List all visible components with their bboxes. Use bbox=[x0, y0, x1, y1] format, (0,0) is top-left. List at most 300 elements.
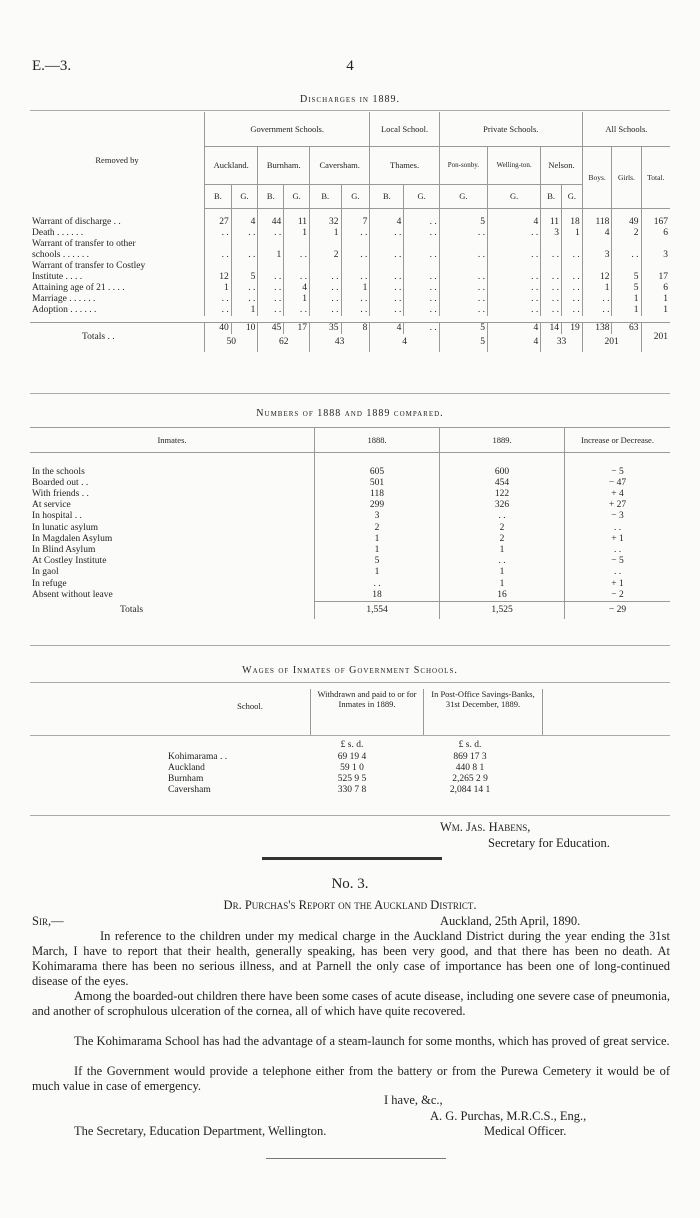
wages-school: Caversham bbox=[168, 785, 211, 795]
data-cell bbox=[612, 239, 641, 250]
grand-cell: 62 bbox=[258, 334, 310, 352]
wages-school: Auckland bbox=[168, 763, 205, 773]
data-cell: . . bbox=[370, 250, 404, 261]
data-cell: . . bbox=[341, 250, 370, 261]
grand-cell: 4 bbox=[370, 334, 439, 352]
subhead-cell: G. bbox=[341, 184, 370, 208]
page-code: E.—3. bbox=[32, 58, 72, 74]
data-cell: . . bbox=[258, 272, 284, 283]
inmate-value: 1 bbox=[440, 545, 565, 556]
row-label: Warrant of discharge . . bbox=[32, 217, 121, 227]
school-header: School. bbox=[237, 701, 263, 711]
data-cell: . . bbox=[488, 294, 541, 305]
inmate-value: 501 bbox=[315, 478, 440, 489]
total-cell: 8 bbox=[341, 322, 370, 334]
data-cell: 167 bbox=[641, 208, 670, 228]
data-cell bbox=[309, 261, 341, 272]
wages-amount: 869 17 3 bbox=[453, 752, 487, 762]
data-cell: . . bbox=[205, 228, 232, 239]
data-cell: 1 bbox=[258, 250, 284, 261]
total-cell: 4 bbox=[488, 322, 541, 334]
subhead-cell: B. bbox=[541, 184, 562, 208]
inmate-row bbox=[30, 567, 670, 578]
private-schools-header: Private Schools. bbox=[439, 112, 582, 146]
numbers-table bbox=[30, 427, 670, 619]
wellington-header: Welling-ton. bbox=[488, 146, 541, 184]
total-cell: 10 bbox=[231, 322, 258, 334]
data-cell: . . bbox=[404, 283, 439, 294]
data-cell: . . bbox=[205, 294, 232, 305]
total-cell: 40 bbox=[205, 322, 232, 334]
data-cell: . . bbox=[341, 305, 370, 316]
data-cell: 5 bbox=[231, 272, 258, 283]
inmate-value: 5 bbox=[315, 556, 440, 567]
wages-signature-title: Secretary for Education. bbox=[488, 836, 610, 850]
data-cell: . . bbox=[541, 305, 562, 316]
subhead-cell: G. bbox=[488, 184, 541, 208]
totals-label: Totals bbox=[120, 604, 144, 615]
inmate-row bbox=[30, 478, 670, 489]
data-cell: 27 bbox=[205, 208, 232, 228]
all-schools-header: All Schools. bbox=[582, 112, 670, 146]
data-cell: . . bbox=[284, 250, 310, 261]
data-cell: . . bbox=[612, 250, 641, 261]
subhead-cell: B. bbox=[370, 184, 404, 208]
data-cell: 7 bbox=[341, 208, 370, 228]
inmate-value: 1 bbox=[315, 545, 440, 556]
grand-cell: 43 bbox=[309, 334, 369, 352]
data-cell: . . bbox=[562, 272, 583, 283]
row-label: Institute . . . . bbox=[32, 272, 83, 282]
ponsonby-header: Pon-sonby. bbox=[439, 146, 487, 184]
inmate-value: 326 bbox=[440, 500, 565, 511]
inmate-value: 118 bbox=[315, 489, 440, 500]
total-cell: 45 bbox=[258, 322, 284, 334]
data-cell: 4 bbox=[231, 208, 258, 228]
inmate-value: 122 bbox=[440, 489, 565, 500]
inmate-label: With friends . . bbox=[32, 488, 89, 499]
inmate-label: In Blind Asylum bbox=[32, 544, 96, 555]
discharge-row bbox=[30, 305, 670, 316]
discharge-row bbox=[30, 294, 670, 305]
inmate-row bbox=[30, 545, 670, 556]
total-1888: 1,554 bbox=[315, 601, 440, 619]
data-cell bbox=[641, 239, 670, 250]
numbers-totals-row bbox=[30, 601, 670, 619]
data-cell bbox=[258, 239, 284, 250]
data-cell: 1 bbox=[231, 305, 258, 316]
total-cell: 4 bbox=[370, 322, 404, 334]
subhead-cell: B. bbox=[205, 184, 232, 208]
subhead-cell: B. bbox=[258, 184, 284, 208]
data-cell: . . bbox=[439, 305, 487, 316]
data-cell: 2 bbox=[309, 250, 341, 261]
units-savings: £ s. d. bbox=[458, 740, 482, 750]
data-cell: . . bbox=[258, 294, 284, 305]
wages-row bbox=[168, 774, 548, 785]
data-cell: . . bbox=[488, 250, 541, 261]
data-cell: . . bbox=[370, 283, 404, 294]
data-cell: 12 bbox=[205, 272, 232, 283]
wages-signature: Wm. Jas. Habens, bbox=[440, 820, 531, 834]
data-cell: . . bbox=[439, 294, 487, 305]
addressee: The Secretary, Education Department, Wellington. bbox=[74, 1124, 327, 1138]
wages-school: Burnham bbox=[168, 774, 204, 784]
wages-amount: 330 7 8 bbox=[337, 785, 367, 795]
inmate-value: . . bbox=[565, 523, 671, 534]
wages-title: Wages of Inmates of Government Schools. bbox=[242, 665, 458, 676]
data-cell: . . bbox=[562, 294, 583, 305]
inmate-value: . . bbox=[440, 556, 565, 567]
inmate-row bbox=[30, 523, 670, 534]
inmate-value: . . bbox=[315, 579, 440, 590]
data-cell: 4 bbox=[488, 208, 541, 228]
inmate-row bbox=[30, 590, 670, 602]
row-label: Warrant of transfer to other bbox=[32, 239, 136, 249]
data-cell bbox=[258, 261, 284, 272]
data-cell bbox=[231, 239, 258, 250]
data-cell: 4 bbox=[582, 228, 612, 239]
data-cell: . . bbox=[309, 305, 341, 316]
data-cell: 18 bbox=[562, 208, 583, 228]
nelson-header: Nelson. bbox=[541, 146, 583, 184]
data-cell: 118 bbox=[582, 208, 612, 228]
data-cell: . . bbox=[439, 250, 487, 261]
data-cell: 11 bbox=[284, 208, 310, 228]
data-cell: 3 bbox=[582, 250, 612, 261]
data-cell: . . bbox=[541, 250, 562, 261]
inmate-row bbox=[30, 500, 670, 511]
data-cell: . . bbox=[439, 228, 487, 239]
inmate-label: In Magdalen Asylum bbox=[32, 533, 113, 544]
data-cell: 5 bbox=[439, 208, 487, 228]
data-cell: . . bbox=[309, 272, 341, 283]
inmate-value: 454 bbox=[440, 478, 565, 489]
subhead-cell: B. bbox=[309, 184, 341, 208]
data-cell: . . bbox=[309, 294, 341, 305]
data-cell: . . bbox=[404, 294, 439, 305]
inmate-value: 299 bbox=[315, 500, 440, 511]
data-cell: . . bbox=[488, 283, 541, 294]
wages-row bbox=[168, 763, 548, 774]
total-cell: 17 bbox=[284, 322, 310, 334]
wages-amount: 525 9 5 bbox=[337, 774, 367, 784]
discharge-row bbox=[30, 239, 670, 250]
discharge-row bbox=[30, 228, 670, 239]
data-cell bbox=[284, 239, 310, 250]
data-cell bbox=[541, 239, 562, 250]
data-cell: . . bbox=[309, 283, 341, 294]
data-cell: . . bbox=[231, 294, 258, 305]
caversham-header: Caversham. bbox=[309, 146, 369, 184]
inmate-row bbox=[30, 467, 670, 478]
row-label: Marriage . . . . . . bbox=[32, 294, 96, 304]
data-cell bbox=[231, 261, 258, 272]
total-cell: 19 bbox=[562, 322, 583, 334]
grand-cell: 4 bbox=[488, 334, 541, 352]
page-number: 4 bbox=[346, 58, 354, 74]
data-cell: 12 bbox=[582, 272, 612, 283]
inmate-value: 16 bbox=[440, 590, 565, 602]
grand-total: 201 bbox=[641, 322, 670, 352]
data-cell: . . bbox=[562, 283, 583, 294]
inmate-value: − 47 bbox=[565, 478, 671, 489]
data-cell: 44 bbox=[258, 208, 284, 228]
signer: A. G. Purchas, M.R.C.S., Eng., bbox=[430, 1109, 587, 1123]
data-cell: . . bbox=[488, 228, 541, 239]
inmate-row bbox=[30, 511, 670, 522]
data-cell bbox=[309, 239, 341, 250]
data-cell bbox=[562, 261, 583, 272]
data-cell: . . bbox=[404, 208, 439, 228]
data-cell: 1 bbox=[582, 283, 612, 294]
inmate-row bbox=[30, 534, 670, 545]
wages-amount: 2,084 14 1 bbox=[449, 785, 491, 795]
grand-cell: 5 bbox=[439, 334, 487, 352]
data-cell bbox=[341, 239, 370, 250]
inmate-value: 3 bbox=[315, 511, 440, 522]
total-cell: 35 bbox=[309, 322, 341, 334]
data-cell: . . bbox=[541, 294, 562, 305]
discharge-row bbox=[30, 283, 670, 294]
data-cell: . . bbox=[582, 305, 612, 316]
signer-title: Medical Officer. bbox=[484, 1124, 567, 1138]
inmate-value: 1 bbox=[315, 567, 440, 578]
numbers-title: Numbers of 1888 and 1889 compared. bbox=[256, 408, 444, 419]
inmate-row bbox=[30, 579, 670, 590]
data-cell: 1 bbox=[612, 294, 641, 305]
data-cell: . . bbox=[541, 272, 562, 283]
inmate-row bbox=[30, 489, 670, 500]
data-cell: 1 bbox=[562, 228, 583, 239]
total-cell: . . bbox=[404, 322, 439, 334]
inmates-header: Inmates. bbox=[30, 428, 315, 453]
subhead-cell: G. bbox=[404, 184, 439, 208]
salutation: Sir,— bbox=[32, 914, 64, 928]
girls-header: Girls. bbox=[612, 146, 641, 208]
subhead-cell: G. bbox=[284, 184, 310, 208]
data-cell: . . bbox=[341, 272, 370, 283]
data-cell: 49 bbox=[612, 208, 641, 228]
wages-school: Kohimarama . . bbox=[168, 752, 228, 762]
data-cell: . . bbox=[205, 305, 232, 316]
row-label: Death . . . . . . bbox=[32, 228, 84, 238]
row-label: Attaining age of 21 . . . . bbox=[32, 283, 125, 293]
inmate-label: In refuge bbox=[32, 578, 67, 589]
subhead-cell: G. bbox=[439, 184, 487, 208]
data-cell: . . bbox=[205, 250, 232, 261]
inmate-value: 2 bbox=[440, 523, 565, 534]
inmate-value: 1 bbox=[440, 579, 565, 590]
data-cell: . . bbox=[404, 250, 439, 261]
data-cell: 32 bbox=[309, 208, 341, 228]
discharges-table bbox=[30, 112, 670, 352]
row-label: schools . . . . . . bbox=[32, 250, 89, 260]
data-cell: . . bbox=[370, 305, 404, 316]
data-cell: 5 bbox=[612, 283, 641, 294]
total-cell: 5 bbox=[439, 322, 487, 334]
inmate-value: 600 bbox=[440, 467, 565, 478]
inmate-value: . . bbox=[565, 567, 671, 578]
total-1889: 1,525 bbox=[440, 601, 565, 619]
data-cell bbox=[205, 239, 232, 250]
data-cell: . . bbox=[341, 228, 370, 239]
data-cell: . . bbox=[562, 250, 583, 261]
data-cell: 17 bbox=[641, 272, 670, 283]
data-cell: . . bbox=[439, 283, 487, 294]
dateline: Auckland, 25th April, 1890. bbox=[440, 914, 581, 928]
data-cell: 3 bbox=[641, 250, 670, 261]
inmate-value: 18 bbox=[315, 590, 440, 602]
auckland-header: Auckland. bbox=[205, 146, 258, 184]
subhead-cell: G. bbox=[231, 184, 258, 208]
inmate-value: 2 bbox=[315, 523, 440, 534]
data-cell bbox=[562, 239, 583, 250]
wages-amount: 69 19 4 bbox=[337, 752, 367, 762]
inmate-value: 1 bbox=[315, 534, 440, 545]
boys-header: Boys. bbox=[582, 146, 612, 208]
data-cell bbox=[439, 239, 487, 250]
data-cell bbox=[341, 261, 370, 272]
inmate-label: In the schools bbox=[32, 466, 85, 477]
data-cell: . . bbox=[284, 305, 310, 316]
data-cell: . . bbox=[258, 305, 284, 316]
data-cell: . . bbox=[439, 272, 487, 283]
data-cell: . . bbox=[488, 305, 541, 316]
data-cell: 1 bbox=[284, 294, 310, 305]
change-header: Increase or Decrease. bbox=[565, 428, 671, 453]
data-cell: . . bbox=[404, 272, 439, 283]
data-cell: 1 bbox=[284, 228, 310, 239]
data-cell bbox=[488, 239, 541, 250]
report-number: No. 3. bbox=[331, 876, 369, 892]
data-cell: . . bbox=[404, 305, 439, 316]
row-label: Warrant of transfer to Costley bbox=[32, 261, 146, 271]
wages-amount: 2,265 2 9 bbox=[452, 774, 488, 784]
gov-schools-header: Government Schools. bbox=[205, 112, 370, 146]
data-cell: . . bbox=[258, 228, 284, 239]
data-cell bbox=[439, 261, 487, 272]
total-cell: 63 bbox=[612, 322, 641, 334]
data-cell bbox=[641, 261, 670, 272]
inmate-label: In lunatic asylum bbox=[32, 522, 98, 533]
data-cell: . . bbox=[488, 272, 541, 283]
inmate-value: − 2 bbox=[565, 590, 671, 602]
data-cell bbox=[488, 261, 541, 272]
data-cell: 2 bbox=[612, 228, 641, 239]
data-cell bbox=[582, 261, 612, 272]
data-cell: . . bbox=[582, 294, 612, 305]
report-title: Dr. Purchas's Report on the Auckland District. bbox=[223, 898, 477, 912]
inmate-value: − 5 bbox=[565, 556, 671, 567]
discharge-row bbox=[30, 272, 670, 283]
total-cell: 14 bbox=[541, 322, 562, 334]
savings-header: In Post-Office Savings-Banks, 31st December, 1889. bbox=[423, 689, 543, 735]
burnham-header: Burnham. bbox=[258, 146, 310, 184]
inmate-value: + 4 bbox=[565, 489, 671, 500]
data-cell bbox=[612, 261, 641, 272]
data-cell bbox=[370, 261, 404, 272]
paragraph-1: In reference to the children under my medical charge in the Auckland District during the year ending the 31st March, I have to report that their health, generally speaking, has been very good, and that there has been no death. At Kohimarama there has been no serious illness, and at Parnell the only case of importance has been one of long-continued disease of the eyes. bbox=[32, 929, 670, 988]
grand-cell: 201 bbox=[582, 334, 641, 352]
inmate-label: At Costley Institute bbox=[32, 556, 107, 567]
data-cell: 5 bbox=[612, 272, 641, 283]
grand-cell: 50 bbox=[205, 334, 258, 352]
inmate-value: 605 bbox=[315, 467, 440, 478]
discharge-row bbox=[30, 250, 670, 261]
wages-amount: 59 1 0 bbox=[340, 763, 364, 773]
data-cell bbox=[541, 261, 562, 272]
year-1889-header: 1889. bbox=[440, 428, 565, 453]
data-cell bbox=[205, 261, 232, 272]
data-cell: 11 bbox=[541, 208, 562, 228]
data-cell: . . bbox=[370, 228, 404, 239]
inmate-value: − 3 bbox=[565, 511, 671, 522]
subhead-cell: G. bbox=[562, 184, 583, 208]
section-divider bbox=[262, 857, 442, 860]
totals-label: Totals . . bbox=[82, 331, 115, 342]
data-cell: . . bbox=[284, 272, 310, 283]
paragraph-4: If the Government would provide a telephone either from the battery or from the Purewa Cemetery it would be of much value in case of emergency. bbox=[32, 1064, 670, 1093]
inmate-value: . . bbox=[440, 511, 565, 522]
data-cell: . . bbox=[370, 294, 404, 305]
data-cell bbox=[284, 261, 310, 272]
year-1888-header: 1888. bbox=[315, 428, 440, 453]
discharges-title: Discharges in 1889. bbox=[299, 94, 400, 105]
paragraph-2: Among the boarded-out children there have been some cases of acute disease, including one severe case of pneumonia, and another of scrophulous ulceration of the cornea, all of which have quite recovered. bbox=[32, 989, 670, 1018]
thames-header: Thames. bbox=[370, 146, 439, 184]
inmate-value: 1 bbox=[440, 567, 565, 578]
inmate-label: In hospital . . bbox=[32, 511, 82, 522]
data-cell bbox=[404, 239, 439, 250]
grand-cell: 33 bbox=[541, 334, 583, 352]
wages-header bbox=[30, 683, 670, 735]
inmate-label: Boarded out . . bbox=[32, 477, 89, 488]
withdrawn-header: Withdrawn and paid to or for Inmates in 1889. bbox=[310, 689, 423, 735]
data-cell bbox=[404, 261, 439, 272]
data-cell: . . bbox=[258, 283, 284, 294]
data-cell: . . bbox=[341, 294, 370, 305]
discharge-row bbox=[30, 261, 670, 272]
inmate-value: 2 bbox=[440, 534, 565, 545]
data-cell: . . bbox=[562, 305, 583, 316]
data-cell: . . bbox=[231, 283, 258, 294]
inmate-value: + 27 bbox=[565, 500, 671, 511]
wages-row bbox=[168, 785, 548, 796]
paragraph-3: The Kohimarama School has had the advantage of a steam-launch for some months, which has proved of great service. bbox=[74, 1034, 670, 1048]
data-cell: 1 bbox=[205, 283, 232, 294]
closing: I have, &c., bbox=[384, 1093, 443, 1107]
data-cell: 4 bbox=[284, 283, 310, 294]
wages-row bbox=[168, 752, 548, 763]
data-cell: . . bbox=[541, 283, 562, 294]
inmate-value: − 5 bbox=[565, 467, 671, 478]
local-school-header: Local School. bbox=[370, 112, 439, 146]
inmate-label: At service bbox=[32, 500, 71, 511]
data-cell: 1 bbox=[612, 305, 641, 316]
data-cell: 1 bbox=[309, 228, 341, 239]
data-cell bbox=[370, 239, 404, 250]
removed-by-header: Removed by bbox=[95, 155, 139, 165]
data-cell: 6 bbox=[641, 283, 670, 294]
units-withdrawn: £ s. d. bbox=[340, 740, 364, 750]
data-cell: . . bbox=[404, 228, 439, 239]
total-change: − 29 bbox=[565, 601, 671, 619]
inmate-label: In gaol bbox=[32, 567, 59, 578]
data-cell bbox=[582, 239, 612, 250]
data-cell: 1 bbox=[641, 294, 670, 305]
data-cell: 6 bbox=[641, 228, 670, 239]
